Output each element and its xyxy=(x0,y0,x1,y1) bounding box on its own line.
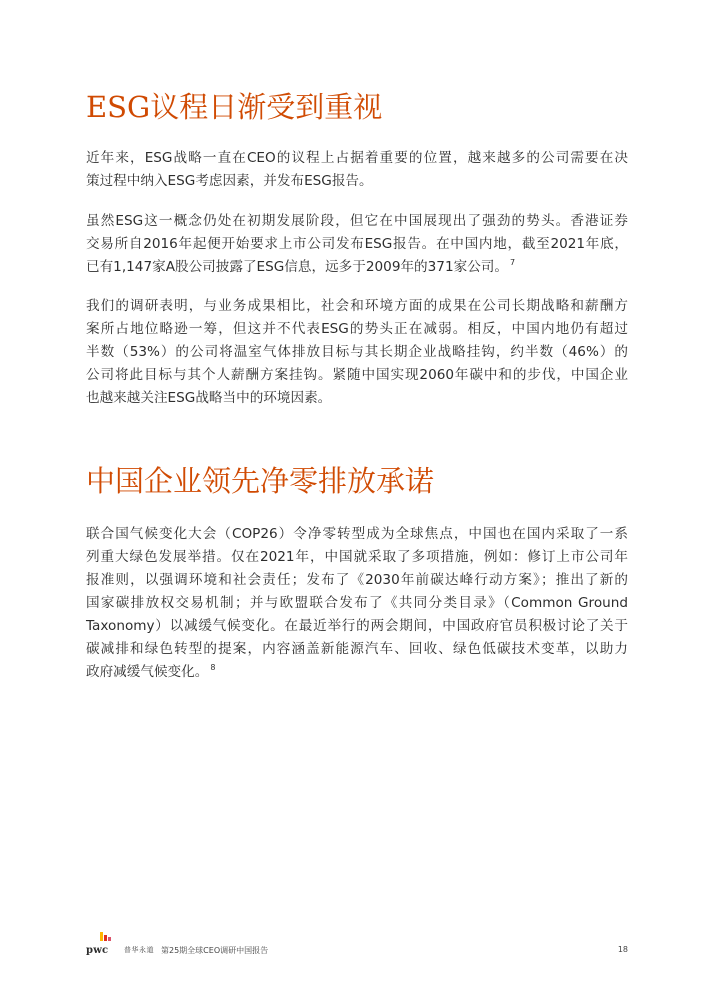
paragraph-line: 半数（53%）的公司将温室气体排放目标与其长期企业战略挂钩，约半数（46%）的 xyxy=(86,344,628,360)
paragraph-esg-intro xyxy=(86,147,628,193)
paragraph-line: 报准则，以强调环境和社会责任；发布了《2030年前碳达峰行动方案》；推出了新的 xyxy=(86,572,628,588)
footnote-ref[interactable]: 8 xyxy=(210,663,216,673)
paragraph-line-text: 政府减缓气候变化。 xyxy=(86,664,209,680)
paragraph-line-text: 已有1,147家A股公司披露了ESG信息，远多于2009年的371家公司。 xyxy=(86,259,508,275)
section-heading-esg: ESG议程日渐受到重视 xyxy=(86,90,383,124)
paragraph-line: 联合国气候变化大会（COP26）令净零转型成为全球焦点，中国也在国内采取了一系 xyxy=(86,526,628,542)
paragraph-esg-momentum xyxy=(86,210,628,279)
paragraph-line: Taxonomy）以减缓气候变化。在最近举行的两会期间，中国政府官员积极讨论了关于 xyxy=(86,618,628,634)
paragraph-line: 案所占地位略逊一筹，但这并不代表ESG的势头正在减弱。相反，中国内地仍有超过 xyxy=(86,321,628,337)
paragraph-line: 公司将此目标与其个人薪酬方案挂钩。紧随中国实现2060年碳中和的步伐，中国企业 xyxy=(86,367,628,383)
paragraph-net-zero xyxy=(86,523,628,684)
paragraph-line: 虽然ESG这一概念仍处在初期发展阶段，但它在中国展现出了强劲的势头。香港证券 xyxy=(86,213,628,229)
page-footer xyxy=(86,936,628,958)
paragraph-line: 列重大绿色发展举措。仅在2021年，中国就采取了多项措施，例如：修订上市公司年 xyxy=(86,549,628,565)
paragraph-line: 近年来，ESG战略一直在CEO的议程上占据着重要的位置，越来越多的公司需要在决 xyxy=(86,150,628,166)
paragraph-line: 策过程中纳入ESG考虑因素，并发布ESG报告。 xyxy=(86,173,373,189)
paragraph-line: 碳减排和绿色转型的提案，内容涵盖新能源汽车、回收、绿色低碳技术变革，以助力 xyxy=(86,641,628,657)
paragraph-esg-survey xyxy=(86,295,628,410)
page-number: 18 xyxy=(617,945,628,954)
paragraph-line: 我们的调研表明，与业务成果相比，社会和环境方面的成果在公司长期战略和薪酬方 xyxy=(86,298,628,314)
paragraph-line: 也越来越关注ESG战略当中的环境因素。 xyxy=(86,390,332,406)
pwc-logo xyxy=(86,936,114,958)
paragraph-line xyxy=(86,661,628,684)
report-title: 第25期全球CEO调研中国报告 xyxy=(161,946,269,955)
section-heading-net-zero: 中国企业领先净零排放承诺 xyxy=(86,464,435,498)
firm-name: 普华永道 xyxy=(124,946,154,954)
paragraph-line: 交易所自2016年起便开始要求上市公司发布ESG报告。在中国内地，截至2021年底， xyxy=(86,236,628,252)
pwc-logo-mark-icon xyxy=(86,932,114,944)
footnote-ref[interactable]: 7 xyxy=(509,258,516,268)
pwc-logo-text: pwc xyxy=(86,945,109,956)
paragraph-line: 国家碳排放权交易机制；并与欧盟联合发布了《共同分类目录》（Common Ground xyxy=(86,595,628,611)
paragraph-line xyxy=(86,256,628,279)
